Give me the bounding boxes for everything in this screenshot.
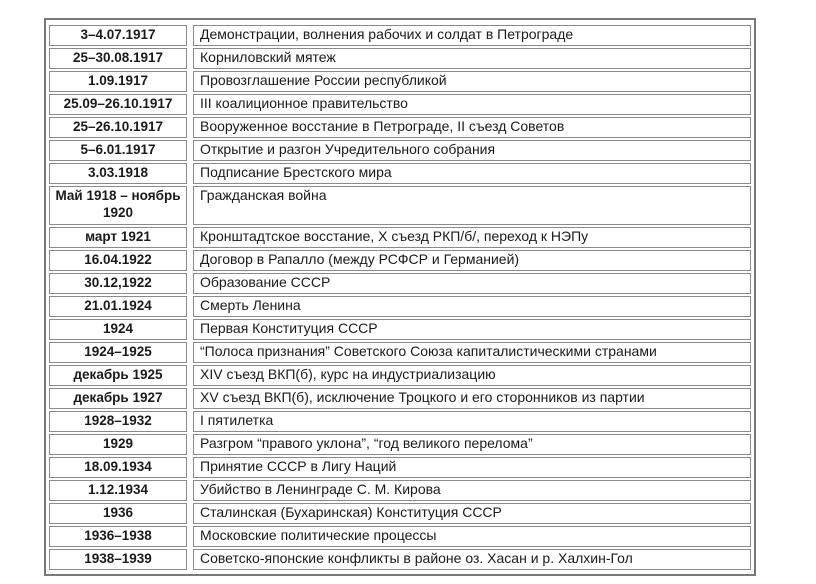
table-row xyxy=(49,25,751,46)
event-cell: Вооруженное восстание в Петрограде, II съезд Советов xyxy=(193,117,751,138)
date-cell: 3.03.1918 xyxy=(49,163,187,184)
date-cell: 1928–1932 xyxy=(49,411,187,432)
date-cell: 1936 xyxy=(49,503,187,524)
date-cell: 25–26.10.1917 xyxy=(49,117,187,138)
table-row xyxy=(49,342,751,363)
table-row xyxy=(49,250,751,271)
event-cell: Кронштадтское восстание, X съезд РКП/б/, переход к НЭПу xyxy=(193,227,751,248)
date-cell: 30.12,1922 xyxy=(49,273,187,294)
table-row xyxy=(49,117,751,138)
date-cell: 18.09.1934 xyxy=(49,457,187,478)
event-cell: Договор в Рапалло (между РСФСР и Германией) xyxy=(193,250,751,271)
table-row xyxy=(49,503,751,524)
date-cell: 1929 xyxy=(49,434,187,455)
table-row xyxy=(49,457,751,478)
table-row xyxy=(49,163,751,184)
event-cell: Образование СССР xyxy=(193,273,751,294)
table-row xyxy=(49,434,751,455)
table-row xyxy=(49,94,751,115)
event-cell: Сталинская (Бухаринская) Конституция СССР xyxy=(193,503,751,524)
event-cell: XIV съезд ВКП(б), курс на индустриализацию xyxy=(193,365,751,386)
event-cell: III коалиционное правительство xyxy=(193,94,751,115)
date-cell: 3–4.07.1917 xyxy=(49,25,187,46)
chronology-table-body xyxy=(49,25,751,570)
date-cell: 5–6.01.1917 xyxy=(49,140,187,161)
table-row xyxy=(49,480,751,501)
chronology-table-frame xyxy=(44,18,756,576)
table-row xyxy=(49,388,751,409)
table-row xyxy=(49,186,751,225)
event-cell: Московские политические процессы xyxy=(193,526,751,547)
date-cell: март 1921 xyxy=(49,227,187,248)
event-cell: I пятилетка xyxy=(193,411,751,432)
event-cell: “Полоса признания” Советского Союза капиталистическими странами xyxy=(193,342,751,363)
date-cell: Май 1918 – ноябрь 1920 xyxy=(49,186,187,225)
table-row xyxy=(49,526,751,547)
date-cell: 25–30.08.1917 xyxy=(49,48,187,69)
table-row xyxy=(49,140,751,161)
table-row xyxy=(49,48,751,69)
date-cell: 1924 xyxy=(49,319,187,340)
table-row xyxy=(49,227,751,248)
event-cell: Гражданская война xyxy=(193,186,751,225)
event-cell: Разгром “правого уклона”, “год великого перелома” xyxy=(193,434,751,455)
table-row xyxy=(49,296,751,317)
date-cell: 1936–1938 xyxy=(49,526,187,547)
event-cell: Подписание Брестского мира xyxy=(193,163,751,184)
event-cell: Первая Конституция СССР xyxy=(193,319,751,340)
event-cell: Принятие СССР в Лигу Наций xyxy=(193,457,751,478)
table-row xyxy=(49,319,751,340)
table-row xyxy=(49,411,751,432)
date-cell: декабрь 1925 xyxy=(49,365,187,386)
table-row xyxy=(49,365,751,386)
event-cell: Убийство в Ленинграде С. М. Кирова xyxy=(193,480,751,501)
table-row xyxy=(49,273,751,294)
date-cell: 16.04.1922 xyxy=(49,250,187,271)
event-cell: Открытие и разгон Учредительного собрания xyxy=(193,140,751,161)
date-cell: декабрь 1927 xyxy=(49,388,187,409)
date-cell: 25.09–26.10.1917 xyxy=(49,94,187,115)
event-cell: Провозглашение России республикой xyxy=(193,71,751,92)
date-cell: 1.12.1934 xyxy=(49,480,187,501)
table-row xyxy=(49,71,751,92)
date-cell: 1.09.1917 xyxy=(49,71,187,92)
date-cell: 1938–1939 xyxy=(49,549,187,570)
event-cell: Корниловский мятеж xyxy=(193,48,751,69)
date-cell: 21.01.1924 xyxy=(49,296,187,317)
event-cell: Советско-японские конфликты в районе оз. Хасан и р. Халхин-Гол xyxy=(193,549,751,570)
event-cell: Смерть Ленина xyxy=(193,296,751,317)
event-cell: XV съезд ВКП(б), исключение Троцкого и его сторонников из партии xyxy=(193,388,751,409)
chronology-table xyxy=(49,23,751,572)
table-row xyxy=(49,549,751,570)
date-cell: 1924–1925 xyxy=(49,342,187,363)
event-cell: Демонстрации, волнения рабочих и солдат в Петрограде xyxy=(193,25,751,46)
